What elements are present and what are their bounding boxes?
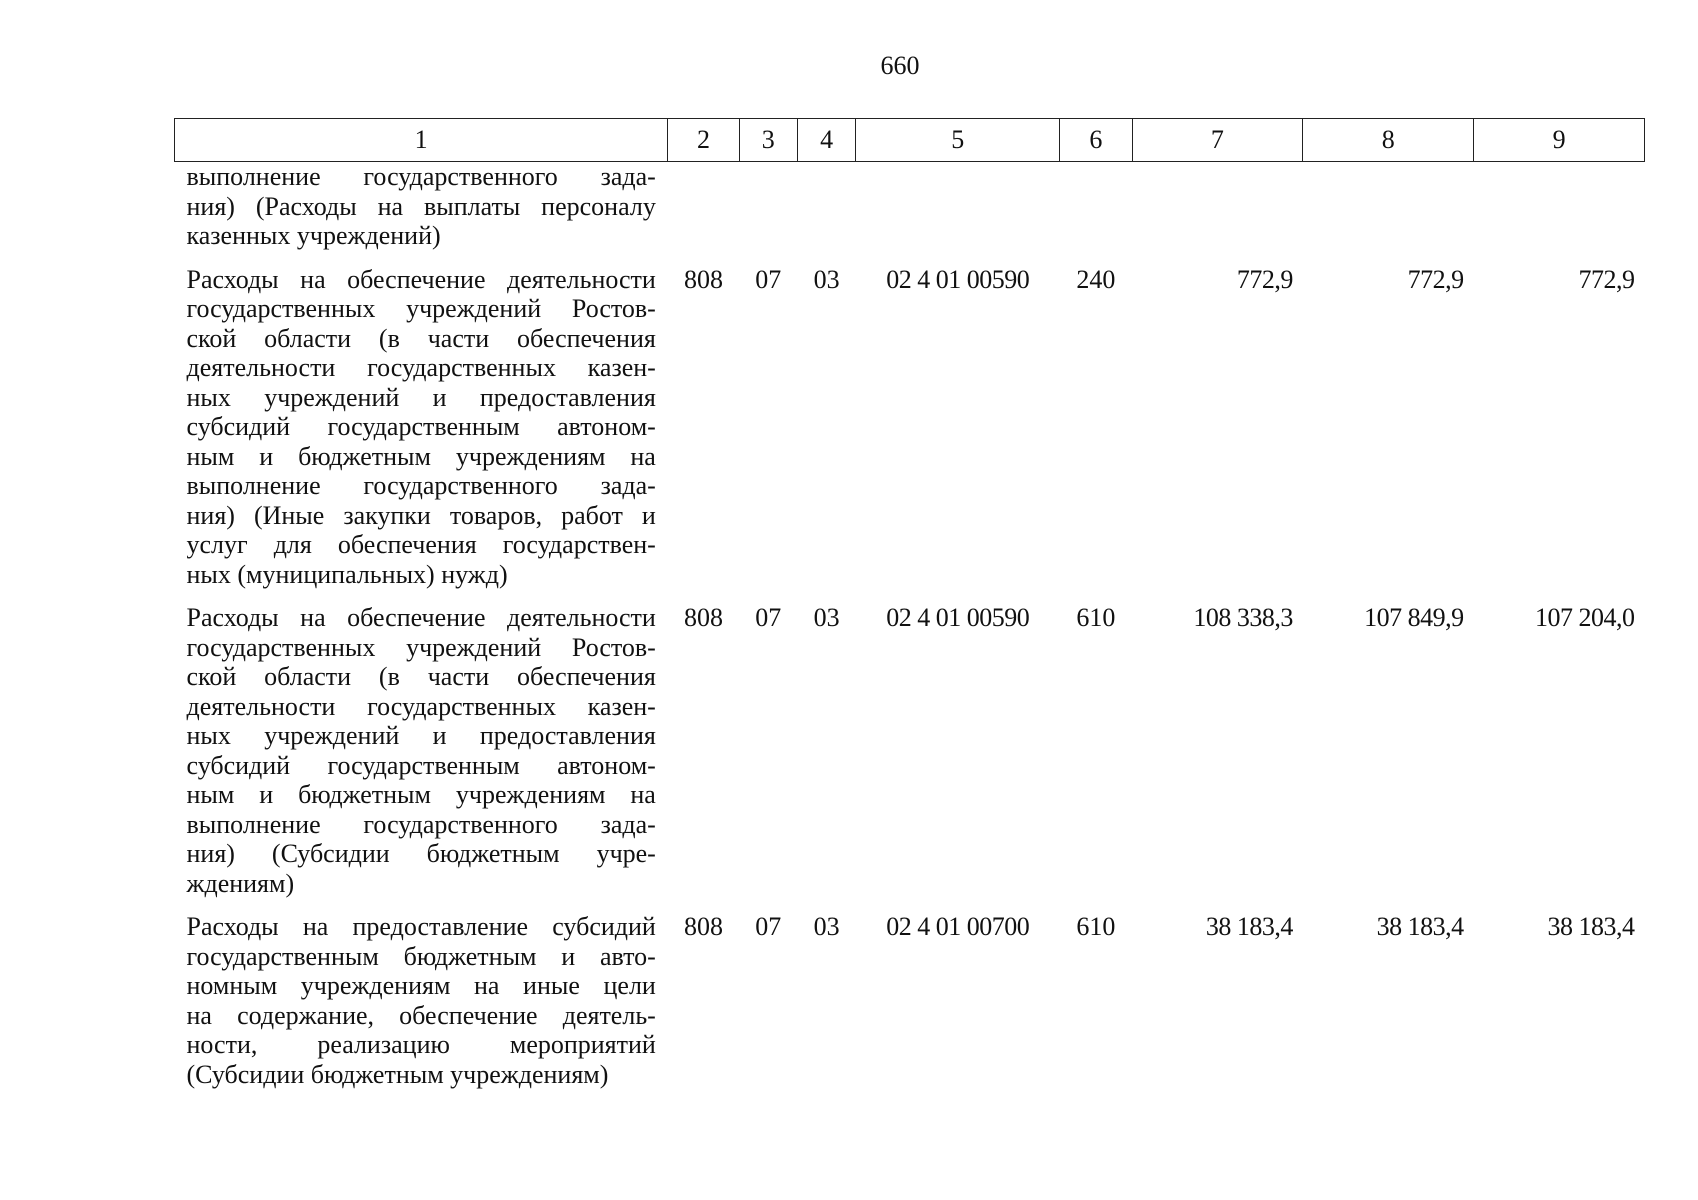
table-row (175, 601, 1645, 910)
cell-amount-8 (1303, 162, 1474, 263)
description-line: ской области (в части обеспечения (186, 662, 656, 691)
table-body (175, 162, 1645, 1102)
header-col-8: 8 (1303, 119, 1474, 162)
cell-csr: 02 4 01 00590 (886, 264, 1030, 294)
header-col-1: 1 (175, 119, 668, 162)
cell-amount-7 (1132, 162, 1303, 263)
header-col-4: 4 (797, 119, 855, 162)
row-description (175, 263, 668, 602)
description-line: услуг для обеспечения государствен- (186, 530, 656, 559)
cell-pr: 03 (813, 264, 840, 294)
description-line: выполнение государственного зада- (186, 471, 656, 500)
description-line: ным и бюджетным учреждениям на (186, 780, 656, 809)
description-line: ным и бюджетным учреждениям на (186, 441, 656, 471)
cell-amount-7: 108 338,3 (1193, 603, 1293, 632)
cell-amount-9: 107 204,0 (1535, 603, 1635, 632)
description-line: государственным бюджетным и авто- (186, 941, 656, 971)
description-line: ния) (Расходы на выплаты персоналу (186, 191, 656, 221)
cell-rz: 07 (755, 912, 782, 941)
cell-csr: 02 4 01 00590 (886, 603, 1030, 632)
description-line: ных учреждений и предоставления (186, 382, 656, 412)
cell-csr (856, 162, 1060, 263)
description-line: деятельности государственных казен- (186, 691, 656, 721)
description-line: деятельности государственных казен- (186, 353, 656, 382)
table-row (175, 162, 1645, 263)
row-description (175, 910, 668, 1101)
description-line: государственных учреждений Ростов- (186, 632, 656, 662)
cell-vr: 610 (1076, 603, 1116, 632)
description-line: ния) (Иные закупки товаров, работ и (186, 500, 656, 530)
description-line: (Субсидии бюджетным учреждениям) (186, 1059, 609, 1089)
description-line: ности, реализацию мероприятий (186, 1030, 656, 1059)
description-line: выполнение государственного зада- (186, 809, 656, 839)
cell-amount-8: 38 183,4 (1376, 912, 1464, 941)
cell-csr: 02 4 01 00700 (886, 912, 1030, 941)
cell-pr (797, 162, 855, 263)
row-description (175, 601, 668, 910)
cell-vr: 610 (1076, 912, 1116, 941)
row-description (175, 162, 668, 263)
table-header (175, 119, 1645, 162)
cell-amount-9 (1474, 162, 1645, 263)
table-row (175, 910, 1645, 1101)
description-line: выполнение государственного зада- (186, 162, 656, 191)
cell-amount-8: 772,9 (1407, 264, 1464, 294)
cell-vr (1060, 162, 1132, 263)
budget-table (174, 118, 1645, 1101)
description-line: субсидий государственным автоном- (186, 750, 656, 780)
cell-amount-8: 107 849,9 (1364, 603, 1464, 632)
cell-amount-7: 772,9 (1236, 264, 1293, 294)
description-line: ных учреждений и предоставления (186, 721, 656, 750)
page-number: 660 (880, 51, 920, 80)
description-line: Расходы на обеспечение деятельности (186, 603, 656, 632)
cell-rz: 07 (755, 603, 782, 632)
cell-ved: 808 (684, 264, 723, 294)
description-line: ных (муниципальных) нужд) (186, 559, 508, 589)
table-row (175, 263, 1645, 602)
description-line: казенных учреждений) (186, 221, 441, 250)
header-col-6: 6 (1060, 119, 1132, 162)
header-col-5: 5 (856, 119, 1060, 162)
description-line: субсидий государственным автоном- (186, 412, 656, 441)
header-col-7: 7 (1132, 119, 1303, 162)
cell-ved (668, 162, 739, 263)
cell-rz (739, 162, 797, 263)
cell-amount-7: 38 183,4 (1205, 912, 1293, 941)
cell-pr: 03 (813, 912, 840, 941)
cell-ved: 808 (684, 912, 723, 941)
cell-rz: 07 (755, 264, 782, 294)
header-col-3: 3 (739, 119, 797, 162)
cell-pr: 03 (813, 603, 840, 632)
cell-ved: 808 (684, 603, 723, 632)
description-line: ской области (в части обеспечения (186, 323, 656, 353)
budget-table-container (174, 118, 1645, 1101)
header-col-9: 9 (1474, 119, 1645, 162)
description-line: Расходы на обеспечение деятельности (186, 264, 656, 294)
description-line: ния) (Субсидии бюджетным учре- (186, 839, 656, 868)
cell-amount-9: 772,9 (1578, 264, 1635, 294)
description-line: номным учреждениям на иные цели (186, 971, 656, 1000)
header-col-2: 2 (668, 119, 739, 162)
description-line: ждениям) (186, 868, 295, 898)
description-line: государственных учреждений Ростов- (186, 294, 656, 323)
cell-vr: 240 (1076, 264, 1116, 294)
description-line: на содержание, обеспечение деятель- (186, 1000, 656, 1030)
header-row (175, 119, 1645, 162)
cell-amount-9: 38 183,4 (1547, 912, 1635, 941)
description-line: Расходы на предоставление субсидий (186, 912, 656, 941)
